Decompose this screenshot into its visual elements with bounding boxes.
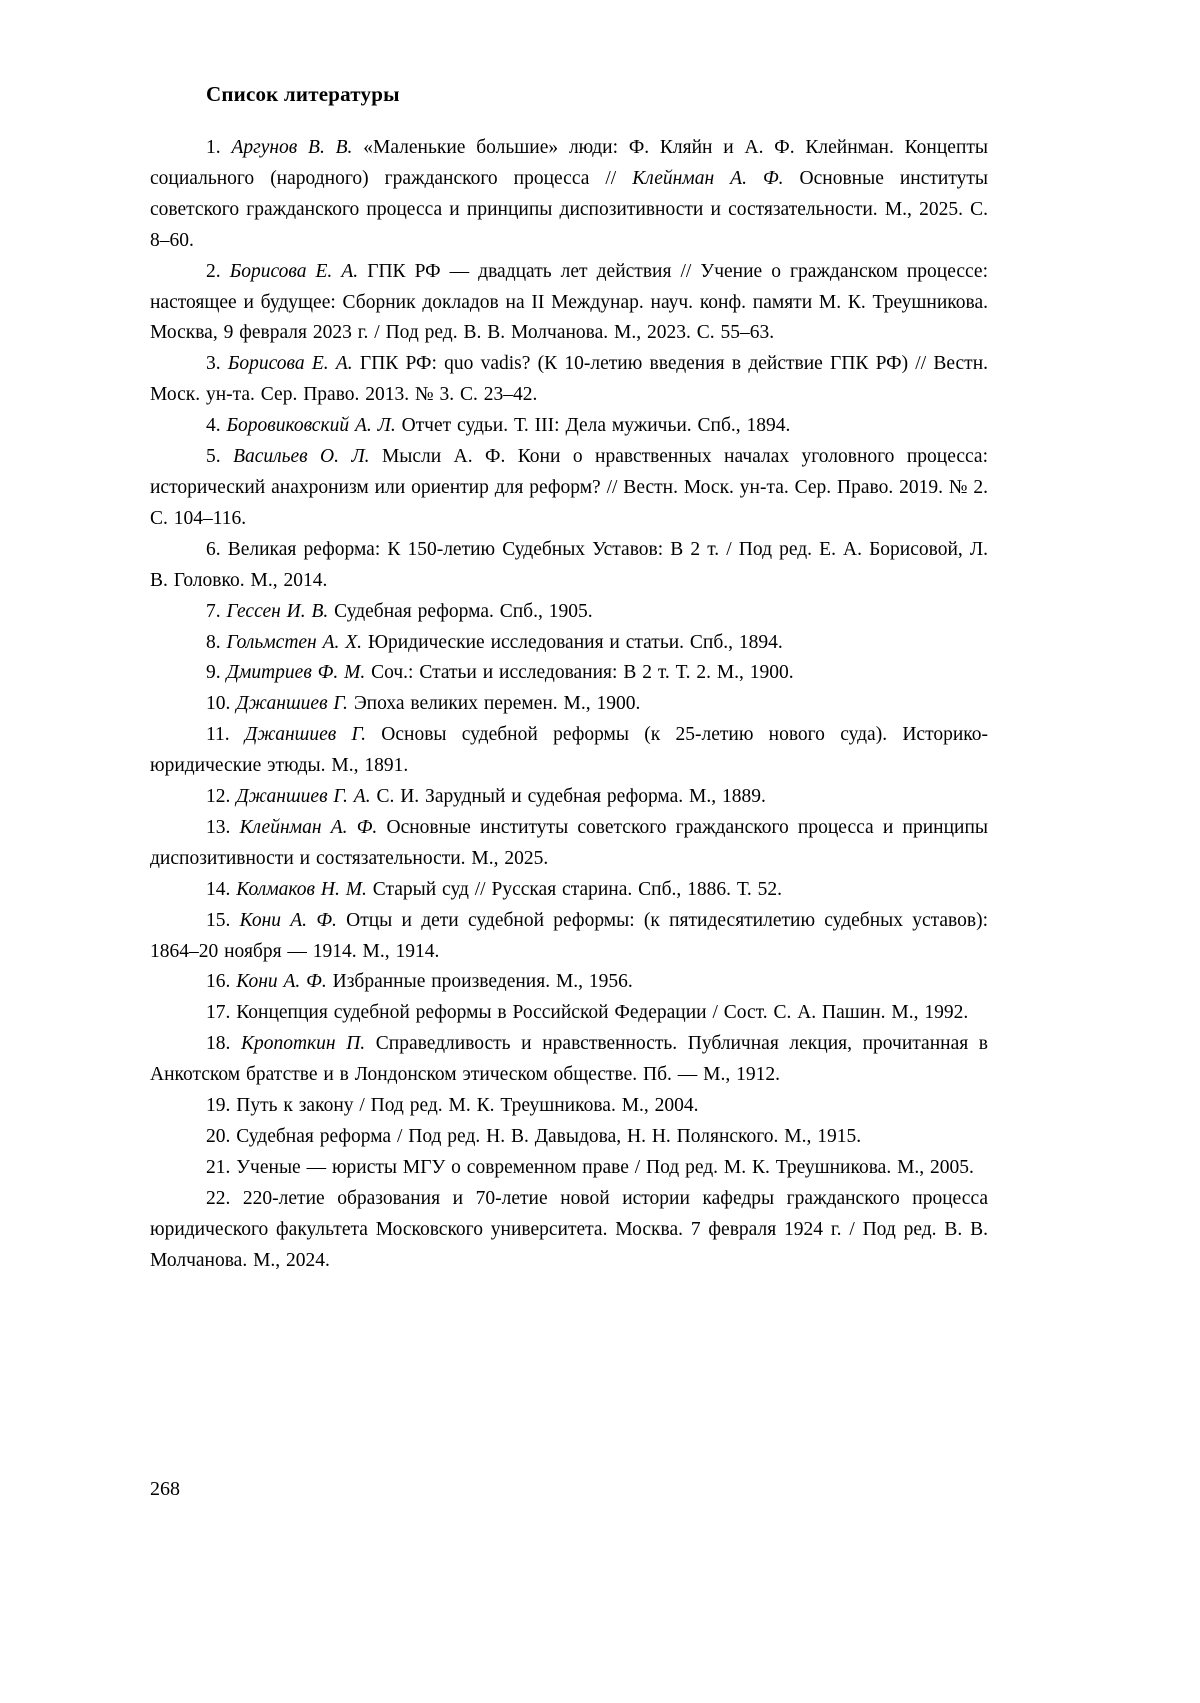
author-name: Джаншиев Г. (236, 693, 348, 715)
entry-text: 8. (206, 631, 227, 653)
entry-text: 13. (206, 816, 240, 838)
entry-text: 1. (206, 137, 232, 158)
entry-text: Юридические исследования и статьи. Спб., 1894. (362, 631, 783, 653)
reference-entry (150, 442, 988, 535)
entry-text: Основные институты советского гражданского процесса и принципы диспозитивности и состязательности. М., 2025. (150, 816, 988, 869)
reference-entry (150, 1091, 988, 1122)
entry-text: Избранные произведения. М., 1956. (326, 971, 633, 993)
author-name: Клейнман А. Ф. (632, 167, 784, 189)
entry-text: Старый суд // Русская старина. Спб., 1886. Т. 52. (366, 878, 782, 900)
reference-entry (150, 411, 988, 442)
entry-text: 22. 220-летие образования и 70-летие новой истории кафедры гражданского процесса юридического факультета Московского университета. Москва. 7 февраля 1924 г. / Под ред. В. В. Молчанова. М., 2024. (150, 1187, 988, 1271)
reference-entry (150, 1153, 988, 1184)
reference-entry (150, 597, 988, 628)
author-name: Аргунов В. В. (231, 137, 353, 158)
entry-text: 4. (206, 415, 227, 437)
entry-text: 17. Концепция судебной реформы в Российской Федерации / Сост. С. А. Пашин. М., 1992. (206, 1002, 969, 1024)
author-name: Колмаков Н. М. (236, 878, 367, 900)
reference-entry (150, 133, 988, 257)
entry-text: 2. (206, 260, 230, 282)
entry-text: 11. (206, 724, 245, 746)
entry-text: Мысли А. Ф. Кони о нравственных началах уголовного процесса: исторический анахронизм или ориентир для реформ? // Вестн. Моск. ун-та. Сер. Право. 2019. № 2. С. 104–116. (150, 446, 989, 529)
author-name: Дмитриев Ф. М. (226, 662, 366, 684)
author-name: Борисова Е. А. (227, 353, 353, 375)
entry-text: Отчет судьи. Т. III: Дела мужичьи. Спб., 1894. (395, 415, 791, 437)
reference-entry (150, 967, 988, 998)
author-name: Кропоткин П. (241, 1033, 366, 1055)
entry-text: 20. Судебная реформа / Под ред. Н. В. Давыдова, Н. Н. Полянского. М., 1915. (206, 1126, 862, 1147)
reference-entry (150, 658, 988, 689)
reference-entry (150, 782, 988, 813)
author-name: Кони А. Ф. (239, 909, 337, 931)
entry-text: 16. (206, 971, 237, 993)
entry-text: 7. (206, 600, 227, 622)
author-name: Гессен И. В. (226, 600, 329, 622)
entry-text: ГПК РФ: quo vadis? (К 10-летию введения в действие ГПК РФ) // Вестн. Моск. ун-та. Сер. Право. 2013. № 3. С. 23–42. (150, 353, 989, 406)
reference-entry (150, 875, 988, 906)
page-number: 268 (150, 1478, 180, 1500)
entry-text: Отцы и дети судебной реформы: (к пятидесятилетию судебных уставов): 1864–20 ноября — 1914. М., 1914. (150, 909, 989, 962)
entry-text: 10. (206, 693, 237, 715)
reference-entry (150, 813, 988, 875)
entry-text: Справедливость и нравственность. Публичная лекция, прочитанная в Анкотском братстве и в Лондонском этическом обществе. Пб. — М., 1912. (150, 1033, 989, 1086)
reference-entry (150, 257, 988, 350)
entry-text: С. И. Зарудный и судебная реформа. М., 1889. (370, 786, 766, 808)
entry-text: 18. (206, 1033, 241, 1055)
entry-text: Судебная реформа. Спб., 1905. (328, 600, 593, 622)
entry-text: 15. (206, 909, 240, 931)
entry-text: Основные институты советского гражданского процесса и принципы диспозитивности и состязательности. М., 2025. С. 8–60. (150, 167, 988, 251)
reference-entry (150, 535, 988, 597)
entry-text: Эпоха великих перемен. М., 1900. (347, 693, 641, 715)
reference-list (150, 133, 988, 1277)
author-name: Джаншиев Г. А. (236, 786, 371, 808)
reference-entry (150, 1184, 988, 1277)
reference-entry (150, 720, 988, 782)
entry-text: 9. (206, 662, 227, 684)
entry-text: «Маленькие большие» люди: Ф. Кляйн и А. Ф. Клейнман. Концепты социального (народного) гражданского процесса // (150, 137, 988, 189)
entry-text: Основы судебной реформы (к 25-летию нового суда). Историко-юридические этюды. М., 1891. (150, 724, 988, 777)
entry-text: 3. (206, 353, 228, 375)
entry-text: 12. (206, 786, 237, 808)
author-name: Гольмстен А. Х. (226, 631, 363, 653)
entry-text: 14. (206, 878, 237, 900)
author-name: Боровиковский А. Л. (226, 415, 396, 437)
reference-entry (150, 628, 988, 659)
entry-text: 21. Ученые — юристы МГУ о современном праве / Под ред. М. К. Треушникова. М., 2005. (206, 1156, 974, 1178)
author-name: Васильев О. Л. (233, 446, 370, 468)
page-title: Список литературы (206, 82, 400, 106)
reference-entry (150, 349, 988, 411)
entry-text: ГПК РФ — двадцать лет действия // Учение о гражданском процессе: настоящее и будущее: Сборник докладов на II Междунар. науч. конф. памяти М. К. Треушникова. Москва, 9 февраля 2023 г. / Под ред. В. В. Молчанова. М., 2023. С. 55–63. (150, 260, 988, 344)
author-name: Кони А. Ф. (236, 971, 327, 993)
reference-entry (150, 906, 988, 968)
entry-text: 6. Великая реформа: К 150-летию Судебных Уставов: В 2 т. / Под ред. Е. А. Борисовой, Л. В. Головко. М., 2014. (150, 538, 988, 591)
reference-entry (150, 998, 988, 1029)
entry-text: 5. (206, 446, 234, 468)
author-name: Джаншиев Г. (244, 724, 366, 746)
author-name: Борисова Е. А. (229, 260, 359, 282)
document-page (150, 82, 988, 1277)
entry-text: 19. Путь к закону / Под ред. М. К. Треушникова. М., 2004. (206, 1095, 699, 1117)
reference-entry (150, 1029, 988, 1091)
author-name: Клейнман А. Ф. (239, 816, 378, 838)
entry-text: Соч.: Статьи и исследования: В 2 т. Т. 2. М., 1900. (365, 662, 794, 684)
reference-entry (150, 689, 988, 720)
reference-entry (150, 1122, 988, 1153)
